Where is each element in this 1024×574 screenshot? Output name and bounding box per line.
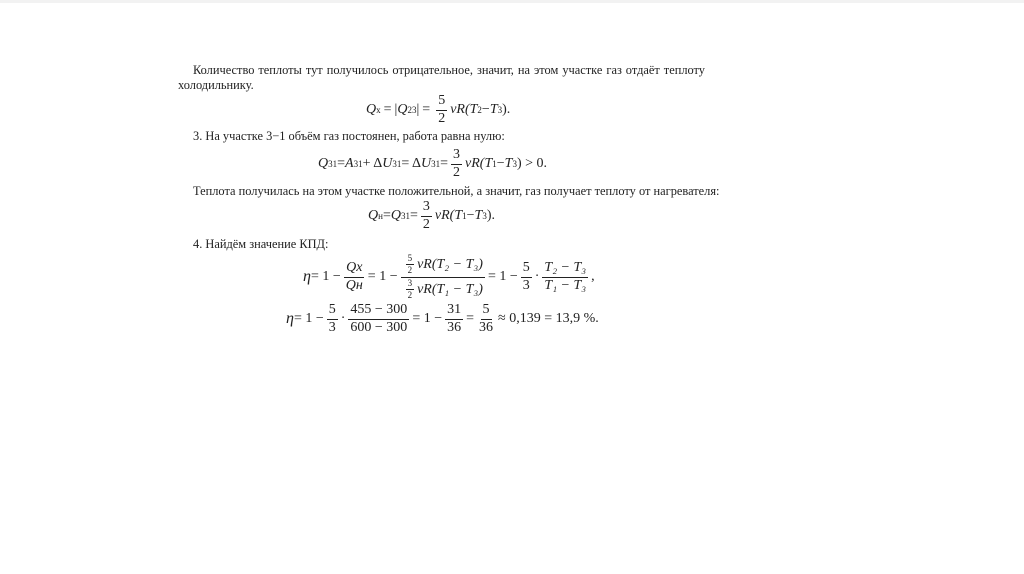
fraction: $\frac{31}{36}$	[447, 302, 462, 335]
fraction: $\frac{5}{3}$	[328, 302, 336, 335]
equation-efficiency-symbolic: η = 1 − $\frac{Qх}{Qн}$ = 1 − $\frac{5}{2}$ νR(T₂ − T₃) $\frac{3}{2}$ νR(T₁ − T₃) = 1 − $\frac{5}{3}$ · $\frac{\text{T₂ − T₃}}{\text{T₁ − T₃}}$ ,	[303, 253, 595, 301]
fraction: $\frac{Qх}{Qн}$	[345, 260, 363, 293]
paragraph-2: Теплота получилась на этом участке положительной, а значит, газ получает теплоту от нагревателя:	[193, 184, 720, 198]
equation-qx: Q х = | Q 23 | = $\frac{5}{2}$ νR( T 2 − T 3 ).	[366, 93, 511, 126]
fraction: $\frac{5}{3}$	[522, 260, 530, 293]
fraction-compound: $\frac{5}{2}$ νR(T₂ − T₃) $\frac{3}{2}$ νR(T₁ − T₃)	[401, 254, 485, 301]
fraction: $\frac{455 - 300}{600 - 300}$	[350, 302, 408, 335]
equation-q31: Q 31 = A 31 + Δ U 31 = Δ U 31 = $\frac{3}{2}$ νR( T 1 − T 3 ) > 0.	[318, 147, 548, 180]
fraction: $\frac{3}{2}$	[422, 199, 430, 232]
equation-efficiency-numeric: η = 1 − $\frac{5}{3}$ · $\frac{455 - 300}{600 - 300}$ = 1 − $\frac{31}{36}$ = $\frac{5}{36}$ ≈ 0,139 = 13,9 %.	[286, 302, 599, 335]
step-4-text: 4. Найдём значение КПД:	[193, 237, 329, 251]
paragraph-1-line-1: Количество теплоты тут получилось отрицательное, значит, на этом участке газ отдаёт теплоту	[193, 63, 705, 77]
step-3-text: 3. На участке 3−1 объём газ постоянен, работа равна нулю:	[193, 129, 505, 143]
fraction: $\frac{\text{T₂ − T₃}}{\text{T₁ − T₃}}$	[544, 260, 587, 293]
fraction: $\frac{3}{2}$	[453, 147, 461, 180]
paragraph-1-line-2: холодильнику.	[178, 78, 254, 92]
equation-qn: Q н = Q 31 = $\frac{3}{2}$ νR( T 1 − T 3 ).	[368, 199, 495, 232]
fraction: $\frac{5}{36}$	[479, 302, 494, 335]
fraction: $\frac{5}{2}$	[438, 93, 446, 126]
